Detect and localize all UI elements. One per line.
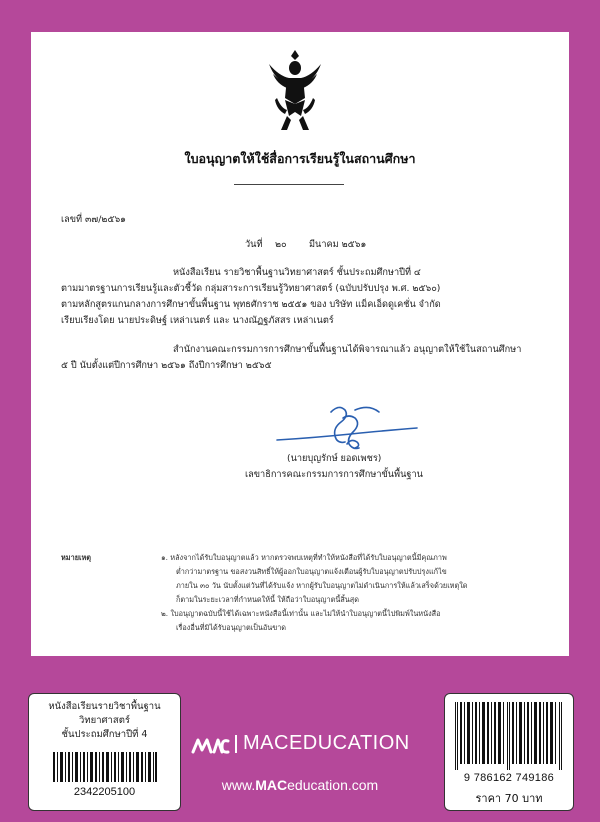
price-label: ราคา 70 บาท bbox=[475, 792, 543, 805]
para1-line: เรียบเรียงโดย นายประดิษฐ์ เหล่าเนตร์ และ นางณัฏฐภัสสร เหล่าเนตร์ bbox=[61, 315, 334, 326]
isbn-barcode-icon bbox=[455, 702, 563, 770]
mac-logo-icon bbox=[190, 734, 230, 756]
book-label-line: วิทยาศาสตร์ bbox=[79, 715, 130, 726]
license-document bbox=[31, 32, 569, 656]
brand-logo-text: MACEDUCATION bbox=[243, 732, 410, 754]
book-label-box bbox=[28, 693, 181, 811]
website-prefix: www. bbox=[221, 777, 256, 793]
notes-label: หมายเหตุ bbox=[61, 553, 92, 562]
website-suffix: education.com bbox=[287, 777, 379, 793]
isbn-number: 9 786162 749186 bbox=[463, 772, 555, 784]
para2-line: สำนักงานคณะกรรมการการศึกษาขั้นพื้นฐานได้พิจารณาแล้ว อนุญาตให้ใช้ในสถานศึกษา bbox=[173, 344, 522, 355]
note-line: ภายใน ๓๐ วัน นับตั้งแต่วันที่ได้รับแจ้ง หากผู้รับใบอนุญาตไม่ดำเนินการให้แล้วเสร็จด้วยเหตุใด bbox=[176, 581, 468, 590]
note-line: เรื่องอื่นที่มิได้รับอนุญาตเป็นอันขาด bbox=[176, 623, 287, 632]
signature-icon bbox=[271, 400, 421, 456]
date-day: ๒๐ bbox=[275, 239, 287, 250]
book-label-line: ชั้นประถมศึกษาปีที่ 4 bbox=[61, 729, 148, 740]
garuda-emblem-icon bbox=[265, 46, 325, 136]
para2-line: ๕ ปี นับตั้งแต่ปีการศึกษา ๒๕๖๑ ถึงปีการศึกษา ๒๕๖๕ bbox=[61, 360, 272, 371]
license-number: เลขที่ ๓๗/๒๕๖๑ bbox=[61, 214, 126, 225]
title-divider bbox=[234, 184, 344, 185]
logo-separator bbox=[235, 735, 237, 753]
note-line: ๒. ใบอนุญาตฉบับนี้ใช้ได้เฉพาะหนังสือนี้เท่านั้น และไม่ให้นำใบอนุญาตนี้ไปพิมพ์ในหนังสือ bbox=[161, 609, 441, 618]
date-month-year: มีนาคม ๒๕๖๑ bbox=[309, 239, 367, 250]
note-line: ก็ตามในระยะเวลาที่กำหนดให้นี้ ให้ถือว่าใบอนุญาตนี้สิ้นสุด bbox=[176, 595, 359, 604]
note-line: ๑. หลังจากได้รับใบอนุญาตแล้ว หากตรวจพบเหตุที่ทำให้หนังสือที่ได้รับใบอนุญาตนี้มีคุณภาพ bbox=[161, 553, 447, 562]
book-code: 2342205100 bbox=[73, 786, 136, 798]
date-label: วันที่ bbox=[245, 239, 263, 250]
isbn-box bbox=[444, 693, 574, 811]
website-bold: MAC bbox=[255, 777, 288, 793]
para1-line: ตามหลักสูตรแกนกลางการศึกษาขั้นพื้นฐาน พุทธศักราช ๒๕๕๑ ของ บริษัท แม็คเอ็ดดูเคชั่น จำกัด bbox=[61, 299, 441, 310]
signer-title: เลขาธิการคณะกรรมการการศึกษาขั้นพื้นฐาน bbox=[245, 469, 423, 480]
note-line: ต่ำกว่ามาตรฐาน ขอสงวนสิทธิ์ให้ผู้ออกใบอนุญาตแจ้งเตือนผู้รับใบอนุญาตปรับปรุงแก้ไข bbox=[176, 567, 447, 576]
para1-line: ตามมาตรฐานการเรียนรู้และตัวชี้วัด กลุ่มสาระการเรียนรู้วิทยาศาสตร์ (ฉบับปรับปรุง พ.ศ. ๒๕๖๐) bbox=[61, 283, 441, 294]
book-label-line: หนังสือเรียนรายวิชาพื้นฐาน bbox=[48, 701, 161, 712]
document-title: ใบอนุญาตให้ใช้สื่อการเรียนรู้ในสถานศึกษา bbox=[184, 151, 416, 166]
para1-line: หนังสือเรียน รายวิชาพื้นฐานวิทยาศาสตร์ ชั้นประถมศึกษาปีที่ ๔ bbox=[173, 267, 421, 278]
signer-name: (นายบุญรักษ์ ยอดเพชร) bbox=[287, 453, 382, 464]
